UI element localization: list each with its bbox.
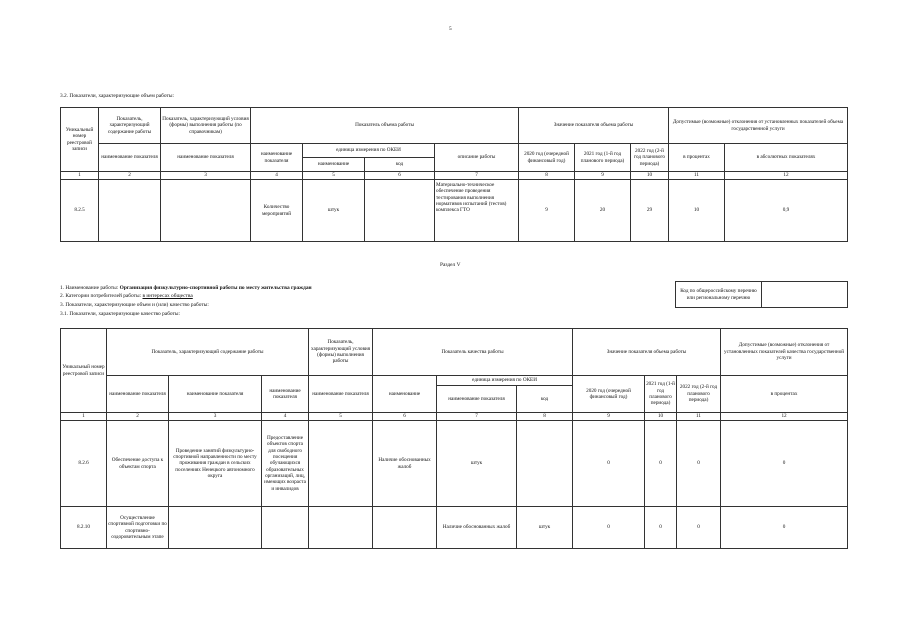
row-objects: Предоставление объектов спорта для свободного посещения обучающихся образовательных организаций, лиц, имеющих возраста и инвалидов [262, 421, 309, 507]
col-number: 8 [519, 172, 575, 180]
th-absolute: в абсолютных показателях [725, 144, 848, 172]
th-okei: единица измерения по ОКЕИ [303, 144, 435, 158]
row-conditions: Проведение занятий физкультурно-спортивной направленности по месту проживания граждан в сельских поселениях Ненецкого автономного округа [169, 421, 262, 507]
col-number: 4 [251, 172, 303, 180]
th-name-indicator: наименование показателя [99, 144, 161, 172]
row-id: 8.2.5 [61, 180, 99, 242]
table-row [61, 507, 848, 549]
th-content: Показатель, характеризующий содержание работы [99, 108, 161, 144]
th-conditions: Показатель, характеризующий условия (формы) выполнения работы [309, 329, 373, 376]
code-box-label: Код по общероссийскому перечню или региональному перечню [676, 282, 762, 308]
work-name: Организация физкультурно-спортивной работы по месту жительства граждан [119, 285, 312, 291]
quality-table [60, 328, 848, 549]
col-number: 12 [725, 172, 848, 180]
th-volume: Показатель объема работы [251, 108, 519, 144]
th-n3: наименование показателя [262, 376, 309, 413]
row-v2020: 0 [573, 421, 645, 507]
th-values: Значение показателя объема работы [573, 329, 721, 376]
th-unique: Уникальный номер реестровой записи [61, 329, 107, 413]
th-n1: наименование показателя [107, 376, 169, 413]
row-v2020: 0 [573, 507, 645, 549]
col-number: 4 [262, 413, 309, 421]
th-deviations: Допустимые (возможные) отклонения от установленных показателей объема государственной услуги [669, 108, 848, 144]
consumer-category: в интересах общества [142, 293, 193, 299]
col-number: 2 [107, 413, 169, 421]
th-unique: Уникальный номер реестровой записи [61, 108, 99, 172]
col-number: 9 [575, 172, 631, 180]
th-values: Значение показателя объема работы [519, 108, 669, 144]
col-number: 3 [161, 172, 251, 180]
row-v2022: 29 [631, 180, 669, 242]
row-unit: штук [517, 507, 573, 549]
th-okei-name: наименование показателя [437, 386, 517, 413]
row-v2020: 9 [519, 180, 575, 242]
th-conditions: Показатель, характеризующий условия (формы) выполнения работы (по справочникам) [161, 108, 251, 144]
row-percent: 0 [721, 421, 848, 507]
th-quality: Показатель качества работы [373, 329, 573, 376]
th-okei-code: код [517, 386, 573, 413]
row-content: Осуществление спортивной подготовки по спортивно-оздоровительным этапе [107, 507, 169, 549]
th-percent: в процентах [721, 376, 848, 413]
th-2020: 2020 год (очередной финансовый год) [519, 144, 575, 172]
info-line-4: 3.1. Показатели, характеризующие качество работы: [60, 311, 181, 317]
col-number: 12 [721, 413, 848, 421]
col-number: 11 [677, 413, 721, 421]
col-number: 10 [631, 172, 669, 180]
row-absolute: 0,9 [725, 180, 848, 242]
row-percent: 0 [721, 507, 848, 549]
col-number: 11 [669, 172, 725, 180]
col-number: 3 [169, 413, 262, 421]
code-box [675, 281, 848, 308]
row-v2022: 0 [677, 507, 721, 549]
th-name: наименование [373, 376, 437, 413]
col-number: 1 [61, 413, 107, 421]
info-line-3: 3. Показатели, характеризующие объем и (или) качество работы: [60, 302, 209, 308]
page-number: 5 [449, 26, 452, 32]
row-v2021: 20 [575, 180, 631, 242]
th-okei-code: код [365, 158, 435, 172]
th-name-indicator-2: наименование показателя [161, 144, 251, 172]
row-v2021: 0 [645, 507, 677, 549]
th-content: Показатель, характеризующий содержание работы [107, 329, 309, 376]
th-2022: 2022 год (2-й год планового периода) [631, 144, 669, 172]
info-line-1: 1. Наименование работы: Организация физкультурно-спортивной работы по месту жительства граждан [60, 285, 312, 291]
row-description: Материально-техническое обеспечение проведения тестирования выполнения нормативов испытаний (тестов) комплекса ГТО [435, 180, 519, 242]
row-v2022: 0 [677, 421, 721, 507]
row-percent: 10 [669, 180, 725, 242]
col-number: 7 [435, 172, 519, 180]
row-unit: штук [303, 180, 365, 242]
row-v2021: 0 [645, 421, 677, 507]
row-quality-name: Наличие обоснованных жалоб [437, 507, 517, 549]
col-number: 5 [309, 413, 373, 421]
th-name-indicator-3: наименование показателя [251, 144, 303, 172]
col-number: 6 [365, 172, 435, 180]
th-deviations: Допустимые (возможные) отклонения от установленных показателей качества государственной услуги [721, 329, 848, 376]
col-number: 7 [437, 413, 517, 421]
section-3-2-caption: 3.2. Показатели, характеризующие объем работы: [60, 93, 175, 99]
th-2020: 2020 год (очередной финансовый год) [573, 376, 645, 413]
table-row [61, 180, 848, 242]
section-title: Раздел V [440, 262, 461, 268]
row-id: 8.2.6 [61, 421, 107, 507]
code-box-value [762, 282, 848, 308]
th-2022: 2022 год (2-й год планового периода) [677, 376, 721, 413]
row-unit: штук [437, 421, 517, 507]
th-n2: наименование показателя [169, 376, 262, 413]
col-number: 5 [303, 172, 365, 180]
row-id: 8.2.10 [61, 507, 107, 549]
info-line-2: 2. Категории потребителей работы: в интересах общества [60, 293, 193, 299]
col-number: 10 [645, 413, 677, 421]
col-number: 2 [99, 172, 161, 180]
th-okei: единица измерения по ОКЕИ [437, 376, 573, 386]
col-number: 1 [61, 172, 99, 180]
th-n4: наименование показателя [309, 376, 373, 413]
row-indicator: Количество мероприятий [251, 180, 303, 242]
th-2021: 2021 год (1-й год планового периода) [575, 144, 631, 172]
th-okei-name: наименование [303, 158, 365, 172]
col-number: 6 [373, 413, 437, 421]
volume-table [60, 107, 848, 242]
th-description: описание работы [435, 144, 519, 172]
th-percent: в процентах [669, 144, 725, 172]
table-row [61, 421, 848, 507]
row-content: Обеспечение доступа к объектам спорта [107, 421, 169, 507]
col-number: 9 [573, 413, 645, 421]
th-2021: 2021 год (1-й год планового периода) [645, 376, 677, 413]
col-number: 8 [517, 413, 573, 421]
row-quality-name: Наличие обоснованных жалоб [373, 421, 437, 507]
